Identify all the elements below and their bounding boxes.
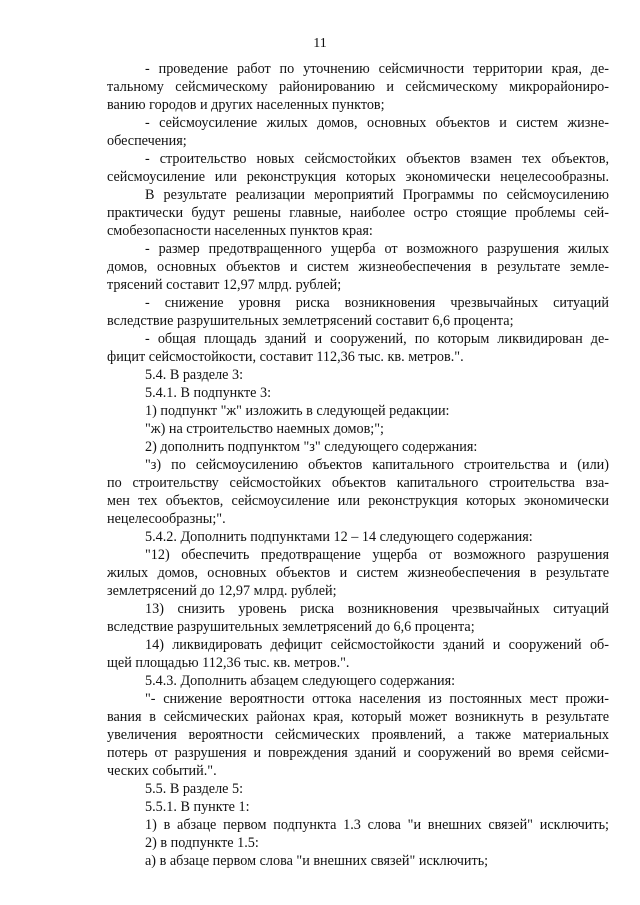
- text-line: "з) по сейсмоусилению объектов капитального строительства и (или): [145, 457, 609, 473]
- text-line: В результате реализации мероприятий Программы по сейсмоусилению: [145, 187, 609, 203]
- text-line: 13) снизить уровень риска возникновения чрезвычайных ситуаций: [145, 601, 609, 617]
- text-line: - размер предотвращенного ущерба от возможного разрушения жилых: [145, 241, 609, 257]
- text-line: 5.5. В разделе 5:: [145, 781, 244, 797]
- text-line: вследствие разрушительных землетрясений составит 6,6 процента;: [107, 313, 514, 329]
- text-line: 2) дополнить подпунктом "з" следующего содержания:: [145, 439, 478, 455]
- text-line: трясений составит 12,97 млрд. рублей;: [107, 277, 342, 293]
- text-line: 5.4.3. Дополнить абзацем следующего содержания:: [145, 673, 456, 689]
- text-line: нецелесообразны;".: [107, 511, 226, 527]
- text-line: вания в сейсмических районах края, который может возникнуть в результате: [107, 709, 609, 725]
- text-line: щей площадью 112,36 тыс. кв. метров.".: [107, 655, 350, 671]
- text-line: домов, основных объектов и систем жизнеобеспечения в результате земле-: [107, 259, 609, 275]
- text-line: 1) в абзаце первом подпункта 1.3 слова "и внешних связей" исключить;: [145, 817, 609, 833]
- text-line: ческих событий.".: [107, 763, 217, 779]
- text-line: 2) в подпункте 1.5:: [145, 835, 259, 851]
- text-line: мен тех объектов, сейсмоусиление или реконструкция которых экономически: [107, 493, 609, 509]
- text-line: смобезопасности населенных пунктов края:: [107, 223, 373, 239]
- text-line: 5.4.1. В подпункте 3:: [145, 385, 272, 401]
- text-line: сейсмоусиление или реконструкция которых экономически нецелесообразны.: [107, 169, 609, 185]
- text-line: а) в абзаце первом слова "и внешних связей" исключить;: [145, 853, 489, 869]
- text-line: обеспечения;: [107, 133, 187, 149]
- text-line: 5.4.2. Дополнить подпунктами 12 – 14 следующего содержания:: [145, 529, 533, 545]
- text-line: - сейсмоусиление жилых домов, основных объектов и систем жизне-: [145, 115, 609, 131]
- page-number: 11: [313, 36, 327, 51]
- text-line: "- снижение вероятности оттока населения из постоянных мест прожи-: [145, 691, 609, 707]
- text-line: вследствие разрушительных землетрясений до 6,6 процента;: [107, 619, 475, 635]
- text-line: увеличения вероятности сейсмических проявлений, а также материальных: [107, 727, 609, 743]
- text-line: - проведение работ по уточнению сейсмичности территории края, де-: [145, 61, 609, 77]
- text-line: 5.5.1. В пункте 1:: [145, 799, 250, 815]
- text-line: фицит сейсмостойкости, составит 112,36 тыс. кв. метров.".: [107, 349, 464, 365]
- text-line: практически будут решены главные, наиболее остро стоящие проблемы сей-: [107, 205, 609, 221]
- text-line: - снижение уровня риска возникновения чрезвычайных ситуаций: [145, 295, 609, 311]
- text-line: по строительству сейсмостойких объектов капитального строительства вза-: [107, 475, 609, 491]
- text-line: потерь от разрушения и повреждения зданий и сооружений во время сейсми-: [107, 745, 609, 761]
- document-body: [107, 60, 609, 870]
- text-line: жилых домов, основных объектов и систем жизнеобеспечения в результате: [107, 565, 609, 581]
- text-line: "ж) на строительство наемных домов;";: [145, 421, 384, 437]
- text-line: - общая площадь зданий и сооружений, по которым ликвидирован де-: [145, 331, 609, 347]
- text-line: тальному сейсмическому районированию и сейсмическому микрорайониро-: [107, 79, 609, 95]
- text-line: ванию городов и других населенных пунктов;: [107, 97, 385, 113]
- text-line: 1) подпункт "ж" изложить в следующей редакции:: [145, 403, 450, 419]
- text-line: - строительство новых сейсмостойких объектов взамен тех объектов,: [145, 151, 609, 167]
- text-line: "12) обеспечить предотвращение ущерба от возможного разрушения: [145, 547, 609, 563]
- text-line: землетрясений до 12,97 млрд. рублей;: [107, 583, 337, 599]
- text-line: 5.4. В разделе 3:: [145, 367, 244, 383]
- text-line: 14) ликвидировать дефицит сейсмостойкости зданий и сооружений об-: [145, 637, 609, 653]
